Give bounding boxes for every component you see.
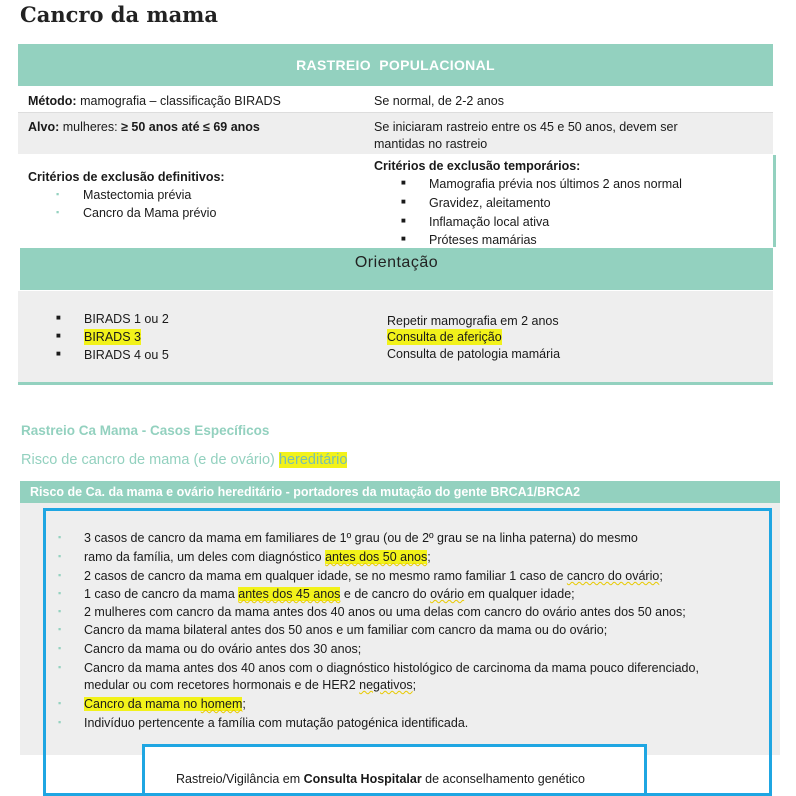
orientacao-left-item: BIRADS 3 [84, 330, 141, 344]
orientacao-left-item: BIRADS 1 ou 2 [84, 312, 169, 326]
excl-temp-item: Próteses mamárias [429, 233, 537, 247]
metodo-right: Se normal, de 2-2 anos [374, 94, 504, 108]
footer-text-post: de aconselhamento genético [421, 772, 585, 786]
excl-temp-bullet: ■ [401, 234, 406, 243]
excl-def-bullet: ▪ [56, 207, 60, 217]
excl-temp-bullet: ■ [401, 197, 406, 206]
criteria-bullet: ▪ [58, 662, 62, 672]
brca-header-bar [20, 481, 780, 503]
orientacao-bullet: ■ [56, 331, 61, 340]
orientacao-header-title: Orientação [354, 254, 439, 271]
criteria-item: 2 casos de cancro da mama em qualquer idade, se no mesmo ramo familiar 1 caso de cancro do ovário; [84, 569, 663, 583]
metodo-label: Método: [28, 94, 77, 108]
orientacao-body [18, 291, 773, 385]
criteria-bullet: ▪ [58, 551, 62, 561]
metodo-row [18, 88, 773, 113]
alvo-value-range: ≥ 50 anos até ≤ 69 anos [121, 120, 260, 134]
excl-temp-item: Gravidez, aleitamento [429, 196, 551, 210]
footer-text [176, 771, 585, 787]
exclusao-section [18, 155, 776, 247]
excl-def-item: Mastectomia prévia [83, 188, 192, 202]
page-title: Cancro da mama [20, 2, 219, 27]
footer-text-pre: Rastreio/Vigilância em [176, 772, 304, 786]
metodo-left [28, 93, 281, 109]
footer-text-bold: Consulta Hospitalar [303, 772, 422, 786]
criteria-bullet: ▪ [58, 588, 62, 598]
criteria-item: Indivíduo pertencente a família com mutação patogénica identificada. [84, 716, 469, 730]
excl-def-item: Cancro da Mama prévio [83, 206, 217, 220]
risco-hereditario-subheading [21, 452, 347, 468]
highlight-box-footer [142, 744, 647, 796]
excl-def-title: Critérios de exclusão definitivos: [28, 170, 225, 184]
alvo-value-pre: mulheres: [59, 120, 122, 134]
orientacao-bullet: ■ [56, 313, 61, 322]
excl-temp-bullet: ■ [401, 216, 406, 225]
risco-subheading-text: Risco de cancro de mama (e de ovário) [21, 452, 279, 468]
alvo-label: Alvo: [28, 120, 60, 134]
alvo-row [18, 113, 773, 154]
excl-temp-item: Mamografia prévia nos últimos 2 anos normal [429, 177, 682, 191]
criteria-item: 3 casos de cancro da mama em familiares de 1º grau (ou de 2º grau se na linha paterna) do mesmo [84, 531, 638, 545]
criteria-item: 1 caso de cancro da mama antes dos 45 anos e de cancro do ovário em qualquer idade; [84, 587, 575, 601]
criteria-bullet: ▪ [58, 624, 62, 634]
rastreio-header-title: RASTREIO POPULACIONAL [296, 57, 495, 73]
criteria-item: Cancro da mama bilateral antes dos 50 anos e um familiar com cancro da mama ou do ovário; [84, 623, 608, 637]
criteria-bullet: ▪ [58, 606, 62, 616]
brca-header-title: Risco de Ca. da mama e ovário hereditário - portadores da mutação do gente BRCA1/BRCA2 [30, 485, 581, 499]
criteria-item: 2 mulheres com cancro da mama antes dos 40 anos ou uma delas com cancro do ovário antes dos 50 anos; [84, 605, 686, 619]
alvo-left [28, 119, 260, 135]
criteria-item: Cancro da mama no homem; [84, 697, 246, 711]
criteria-item-continuation: medular ou com recetores hormonais e de HER2 negativos; [84, 678, 417, 692]
rastreio-header-bar [18, 44, 773, 86]
criteria-item: Cancro da mama ou do ovário antes dos 30 anos; [84, 642, 362, 656]
criteria-item: Cancro da mama antes dos 40 anos com o diagnóstico histológico de carcinoma da mama pouco diferenciado, [84, 661, 699, 675]
alvo-right-1: Se iniciaram rastreio entre os 45 e 50 anos, devem ser [374, 120, 678, 134]
orientacao-right-item: Consulta de aferição [387, 330, 502, 344]
criteria-bullet: ▪ [58, 570, 62, 580]
excl-def-bullet: ▪ [56, 189, 60, 199]
orientacao-right-item: Repetir mamografia em 2 anos [387, 314, 559, 328]
criteria-item: ramo da família, um deles com diagnóstico antes dos 50 anos; [84, 550, 431, 564]
excl-temp-title: Critérios de exclusão temporários: [374, 159, 581, 173]
casos-especificos-heading: Rastreio Ca Mama - Casos Específicos [21, 423, 270, 438]
excl-temp-item: Inflamação local ativa [429, 215, 550, 229]
criteria-bullet: ▪ [58, 532, 62, 542]
orientacao-right-item: Consulta de patologia mamária [387, 347, 561, 361]
risco-subheading-highlight: hereditário [278, 452, 348, 468]
criteria-bullet: ▪ [58, 643, 62, 653]
orientacao-left-item: BIRADS 4 ou 5 [84, 348, 169, 362]
criteria-bullet: ▪ [58, 717, 62, 727]
metodo-value: mamografia – classificação BIRADS [76, 94, 281, 108]
excl-temp-bullet: ■ [401, 178, 406, 187]
orientacao-bullet: ■ [56, 349, 61, 358]
criteria-bullet: ▪ [58, 698, 62, 708]
alvo-right-2: mantidas no rastreio [374, 137, 488, 151]
orientacao-header-bar [20, 248, 773, 290]
